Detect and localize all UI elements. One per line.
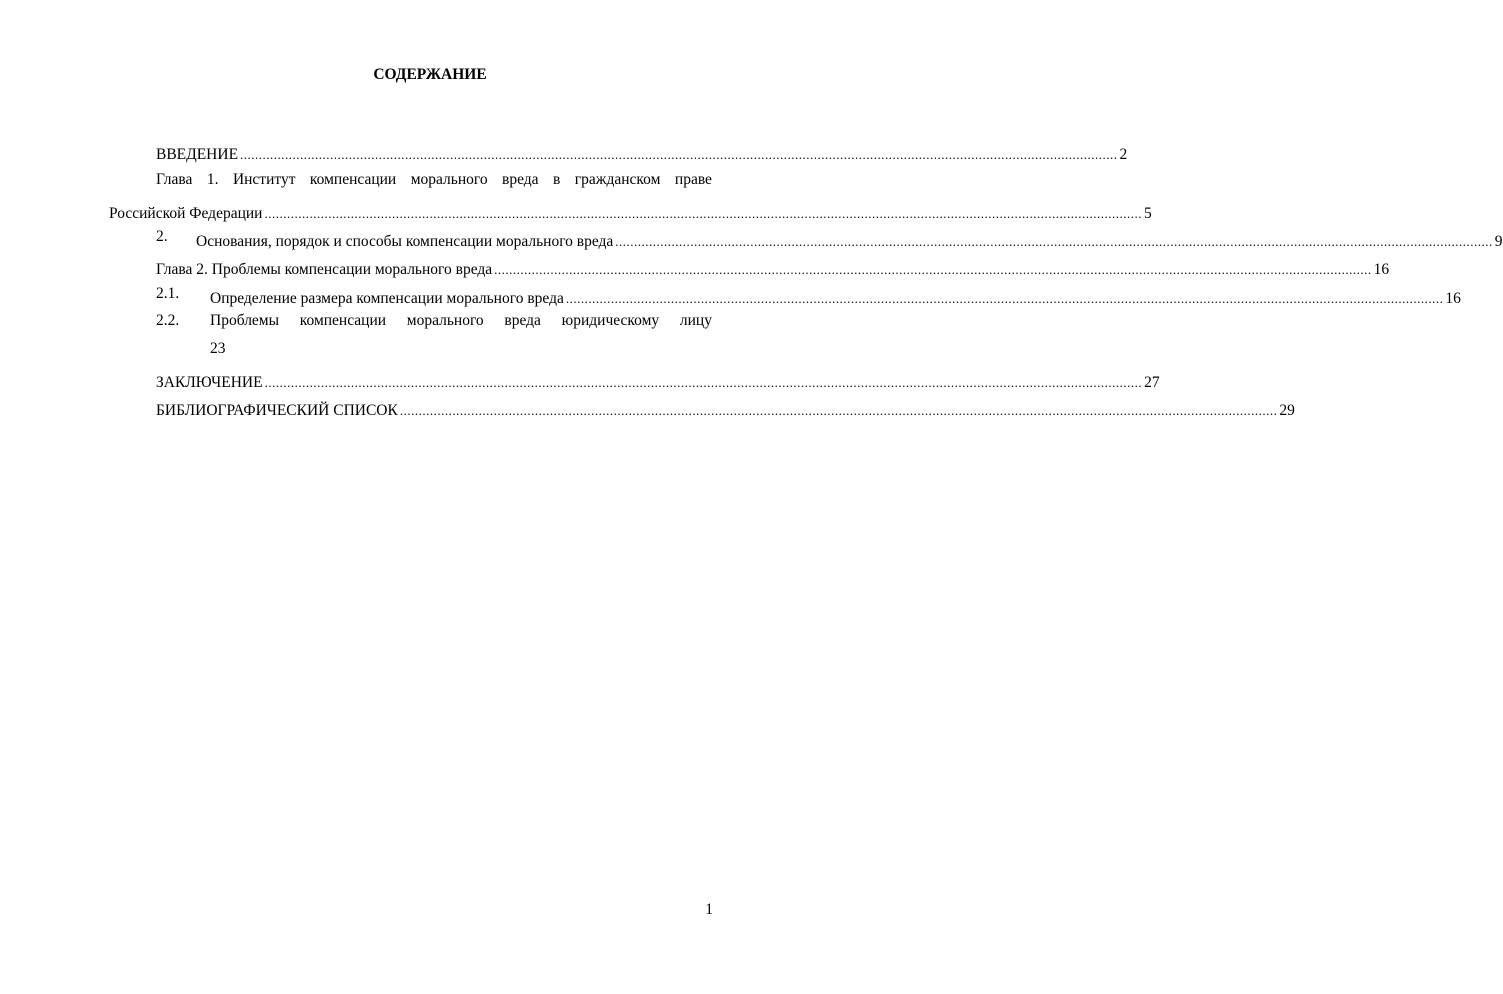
toc-title: СОДЕРЖАНИЕ [373,66,487,83]
page-number: 1 [705,901,713,918]
toc-entry-label: Основания, порядок и способы компенсации морального вреда [196,232,614,250]
toc-entry-label: ЗАКЛЮЧЕНИЕ [156,373,263,391]
toc-entry-label: БИБЛИОГРАФИЧЕСКИЙ СПИСОК [156,401,398,419]
toc-entry-intro[interactable] [156,142,1128,163]
toc-entry-page: 16 [1445,289,1461,307]
toc-entry-section-2-2-line-1[interactable] [210,313,712,333]
toc-leader-dots: .......................................................................................................................................................................................................................................... [399,403,1278,418]
toc-entry-section-2[interactable] [196,229,1503,250]
toc-word: праве [674,171,712,188]
toc-word: компенсации [299,312,387,329]
toc-word: Проблемы [210,312,280,329]
toc-entry-page: 2 [1119,145,1128,163]
toc-entry-page: 29 [1279,401,1295,419]
toc-leader-dots: .......................................................................................................................................................................................................................................... [240,147,1118,162]
toc-entry-chapter-1-line-2[interactable] [109,201,1152,222]
toc-leader-dots: .......................................................................................................................................................................................................................................... [494,262,1372,277]
toc-entry-chapter-2[interactable] [156,257,1390,278]
toc-word: 1. [206,171,219,188]
toc-section-number: 2. [156,228,168,245]
toc-entry-bibliography[interactable] [156,398,1295,419]
toc-word: морального [410,171,488,188]
toc-leader-dots: .......................................................................................................................................................................................................................................... [565,291,1444,306]
toc-word: вреда [502,171,539,188]
toc-section-number: 2.2. [156,312,180,329]
toc-word: юридическому [561,312,660,329]
toc-entry-label: Глава 2. Проблемы компенсации морального вреда [156,260,493,278]
toc-word: Институт [232,171,296,188]
toc-word: компенсации [309,171,397,188]
toc-entry-section-2-1[interactable] [210,286,1461,307]
toc-leader-dots: .......................................................................................................................................................................................................................................... [264,206,1142,221]
toc-word: Глава [156,171,193,188]
toc-word: вреда [504,312,541,329]
toc-entry-page: 16 [1373,260,1390,278]
toc-section-number: 2.1. [156,285,180,302]
toc-entry-page: 27 [1144,373,1160,391]
toc-entry-label: Российской Федерации [109,204,263,222]
toc-word: в [553,171,561,188]
toc-entry-page[interactable]: 23 [210,340,226,357]
toc-leader-dots: .......................................................................................................................................................................................................................................... [615,234,1493,249]
toc-word: гражданском [574,171,661,188]
toc-leader-dots: .......................................................................................................................................................................................................................................... [264,375,1143,390]
toc-entry-conclusion[interactable] [156,370,1160,391]
toc-entry-page: 9 [1494,232,1503,250]
toc-word: морального [406,312,484,329]
toc-entry-label: ВВЕДЕНИЕ [156,145,239,163]
toc-word: лицу [679,312,712,329]
toc-entry-chapter-1-line-1[interactable] [156,172,712,192]
toc-entry-page: 5 [1143,204,1152,222]
toc-entry-label: Определение размера компенсации морального вреда [210,289,564,307]
